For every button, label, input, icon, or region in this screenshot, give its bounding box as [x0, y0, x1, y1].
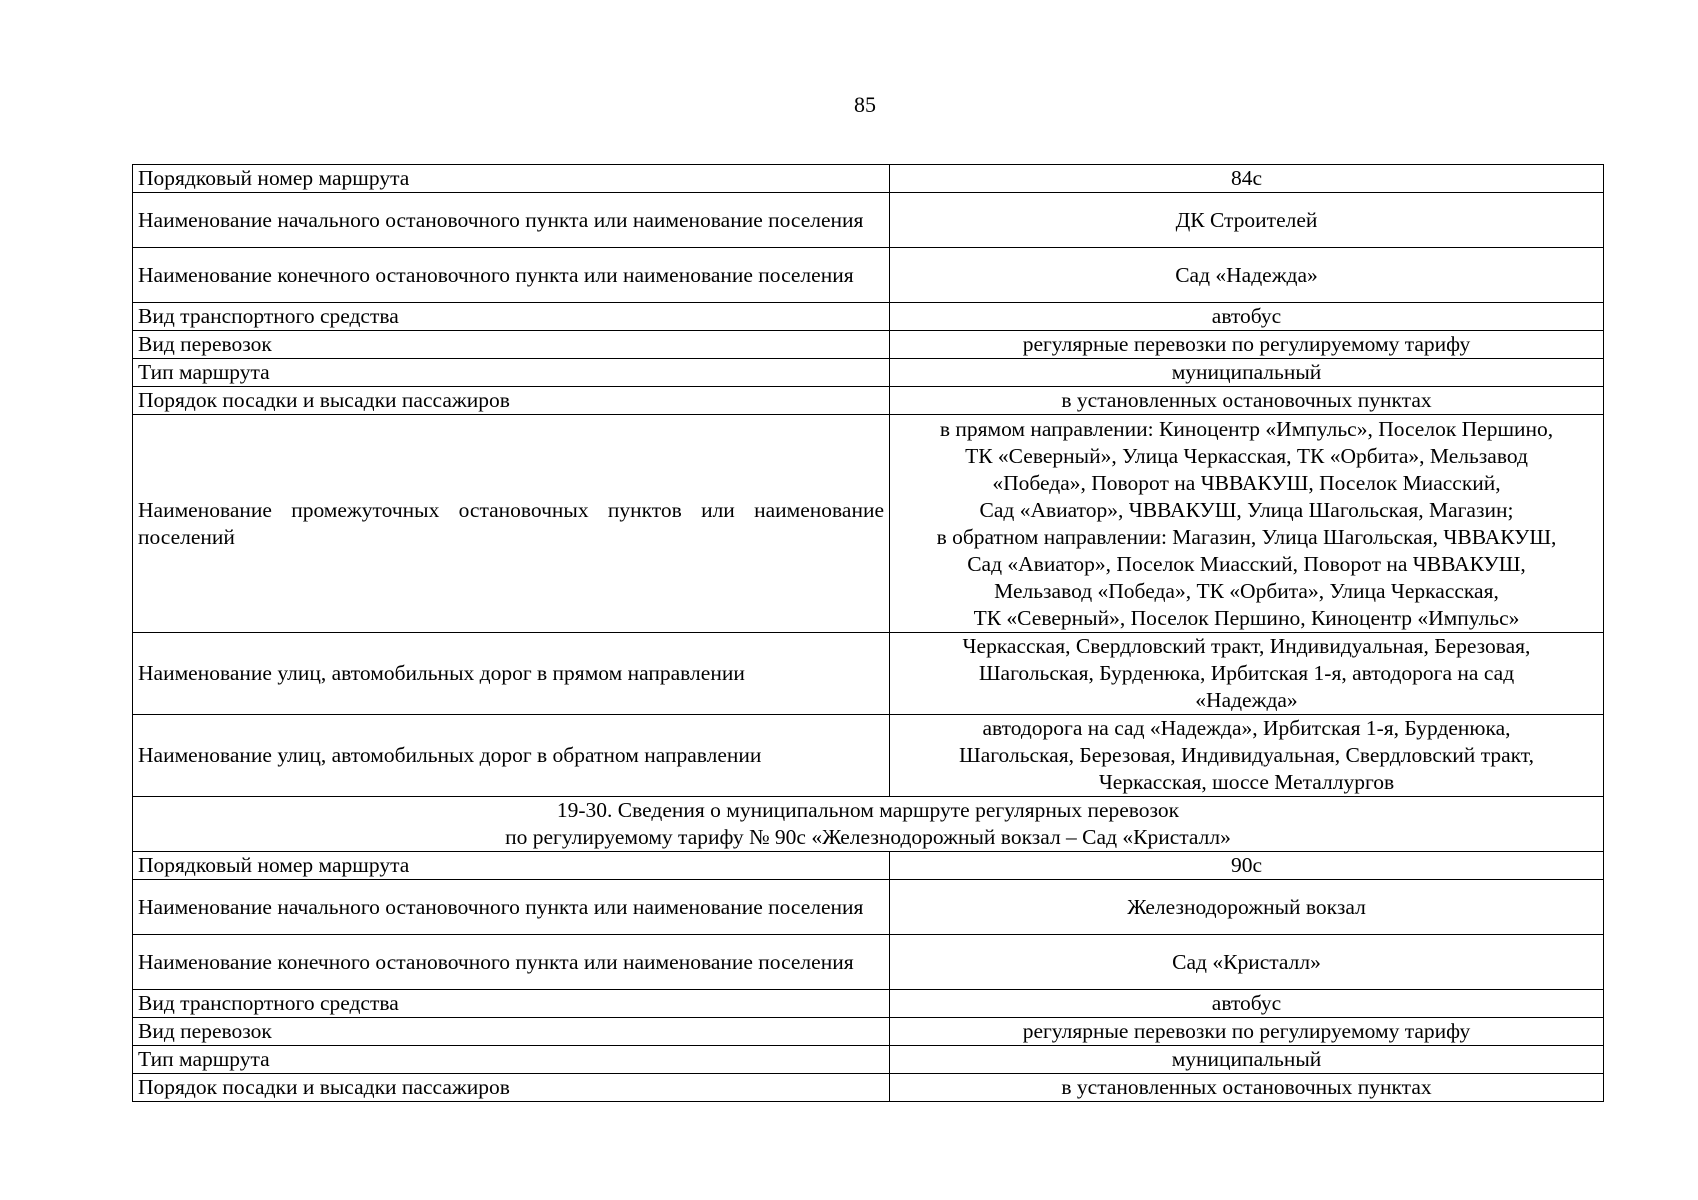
- row-value: ДК Строителей: [890, 193, 1604, 248]
- table-row: [133, 880, 1604, 935]
- text-line: Сад «Авиатор», ЧВВАКУШ, Улица Шагольская, Магазин;: [979, 497, 1514, 522]
- table-row: [133, 331, 1604, 359]
- table-row: [133, 303, 1604, 331]
- text-line: ТК «Северный», Поселок Першино, Киноцентр «Импульс»: [973, 605, 1520, 630]
- row-label: Порядковый номер маршрута: [133, 165, 890, 193]
- text-line: Черкасская, шоссе Металлургов: [1098, 770, 1395, 794]
- table-row: [133, 165, 1604, 193]
- table-row: [133, 415, 1604, 633]
- row-label: Вид перевозок: [133, 331, 890, 359]
- text-line: Шагольская, Березовая, Индивидуальная, Свердловский тракт,: [959, 743, 1534, 767]
- row-value: Сад «Надежда»: [890, 248, 1604, 303]
- table-row: [133, 248, 1604, 303]
- row-value: 90с: [890, 852, 1604, 880]
- row-value: 84с: [890, 165, 1604, 193]
- row-value: регулярные перевозки по регулируемому тарифу: [890, 331, 1604, 359]
- table-row: [133, 1018, 1604, 1046]
- row-label: Наименование конечного остановочного пункта или наименование поселения: [133, 935, 890, 990]
- row-value: автобус: [890, 990, 1604, 1018]
- streets-forward-value: [890, 633, 1604, 715]
- text-line: «Победа», Поворот на ЧВВАКУШ, Поселок Миасский,: [992, 470, 1501, 495]
- text-line: ТК «Северный», Улица Черкасская, ТК «Орбита», Мельзавод: [965, 443, 1528, 468]
- row-label: Наименование начального остановочного пункта или наименование поселения: [133, 193, 890, 248]
- table-row: [133, 1046, 1604, 1074]
- text-line: в прямом направлении: Киноцентр «Импульс», Поселок Першино,: [939, 416, 1554, 441]
- row-value: муниципальный: [890, 1046, 1604, 1074]
- table-row: [133, 715, 1604, 797]
- table-row: [133, 633, 1604, 715]
- row-label: Наименование начального остановочного пункта или наименование поселения: [133, 880, 890, 935]
- table-row: [133, 387, 1604, 415]
- row-value: муниципальный: [890, 359, 1604, 387]
- row-label: Вид транспортного средства: [133, 303, 890, 331]
- row-value: в установленных остановочных пунктах: [890, 387, 1604, 415]
- text-line: Сад «Авиатор», Поселок Миасский, Поворот на ЧВВАКУШ,: [967, 551, 1526, 576]
- row-value: в установленных остановочных пунктах: [890, 1074, 1604, 1102]
- section-heading: [133, 797, 1604, 852]
- table-row: [133, 852, 1604, 880]
- row-value: Сад «Кристалл»: [890, 935, 1604, 990]
- row-value: Железнодорожный вокзал: [890, 880, 1604, 935]
- section-heading-line: 19-30. Сведения о муниципальном маршруте регулярных перевозок: [556, 798, 1180, 822]
- row-label: Вид перевозок: [133, 1018, 890, 1046]
- route-info-table: [132, 164, 1604, 1102]
- page-number: 85: [854, 92, 876, 117]
- intermediate-stops-label: Наименование промежуточных остановочных пунктов или наименование поселений: [133, 415, 890, 633]
- streets-forward-label: Наименование улиц, автомобильных дорог в прямом направлении: [133, 633, 890, 715]
- row-label: Тип маршрута: [133, 359, 890, 387]
- table-row: [133, 797, 1604, 852]
- streets-backward-value: [890, 715, 1604, 797]
- row-label: Порядковый номер маршрута: [133, 852, 890, 880]
- text-line: Шагольская, Бурденюка, Ирбитская 1-я, автодорога на сад: [978, 661, 1515, 685]
- table-row: [133, 193, 1604, 248]
- section-heading-line: по регулируемому тарифу № 90с «Железнодорожный вокзал – Сад «Кристалл»: [505, 825, 1231, 849]
- table-row: [133, 1074, 1604, 1102]
- row-value: автобус: [890, 303, 1604, 331]
- intermediate-stops-value: [890, 415, 1604, 633]
- table-row: [133, 935, 1604, 990]
- text-line: «Надежда»: [1195, 688, 1298, 712]
- row-label: Тип маршрута: [133, 1046, 890, 1074]
- text-line: Мельзавод «Победа», ТК «Орбита», Улица Черкасская,: [994, 578, 1499, 603]
- table-row: [133, 359, 1604, 387]
- text-line: в обратном направлении: Магазин, Улица Шагольская, ЧВВАКУШ,: [936, 524, 1557, 549]
- row-label: Наименование конечного остановочного пункта или наименование поселения: [133, 248, 890, 303]
- row-label: Вид транспортного средства: [133, 990, 890, 1018]
- text-line: автодорога на сад «Надежда», Ирбитская 1-я, Бурденюка,: [982, 716, 1511, 740]
- row-value: регулярные перевозки по регулируемому тарифу: [890, 1018, 1604, 1046]
- table-row: [133, 990, 1604, 1018]
- text-line: Черкасская, Свердловский тракт, Индивидуальная, Березовая,: [962, 634, 1531, 658]
- row-label: Порядок посадки и высадки пассажиров: [133, 387, 890, 415]
- row-label: Порядок посадки и высадки пассажиров: [133, 1074, 890, 1102]
- streets-backward-label: Наименование улиц, автомобильных дорог в обратном направлении: [133, 715, 890, 797]
